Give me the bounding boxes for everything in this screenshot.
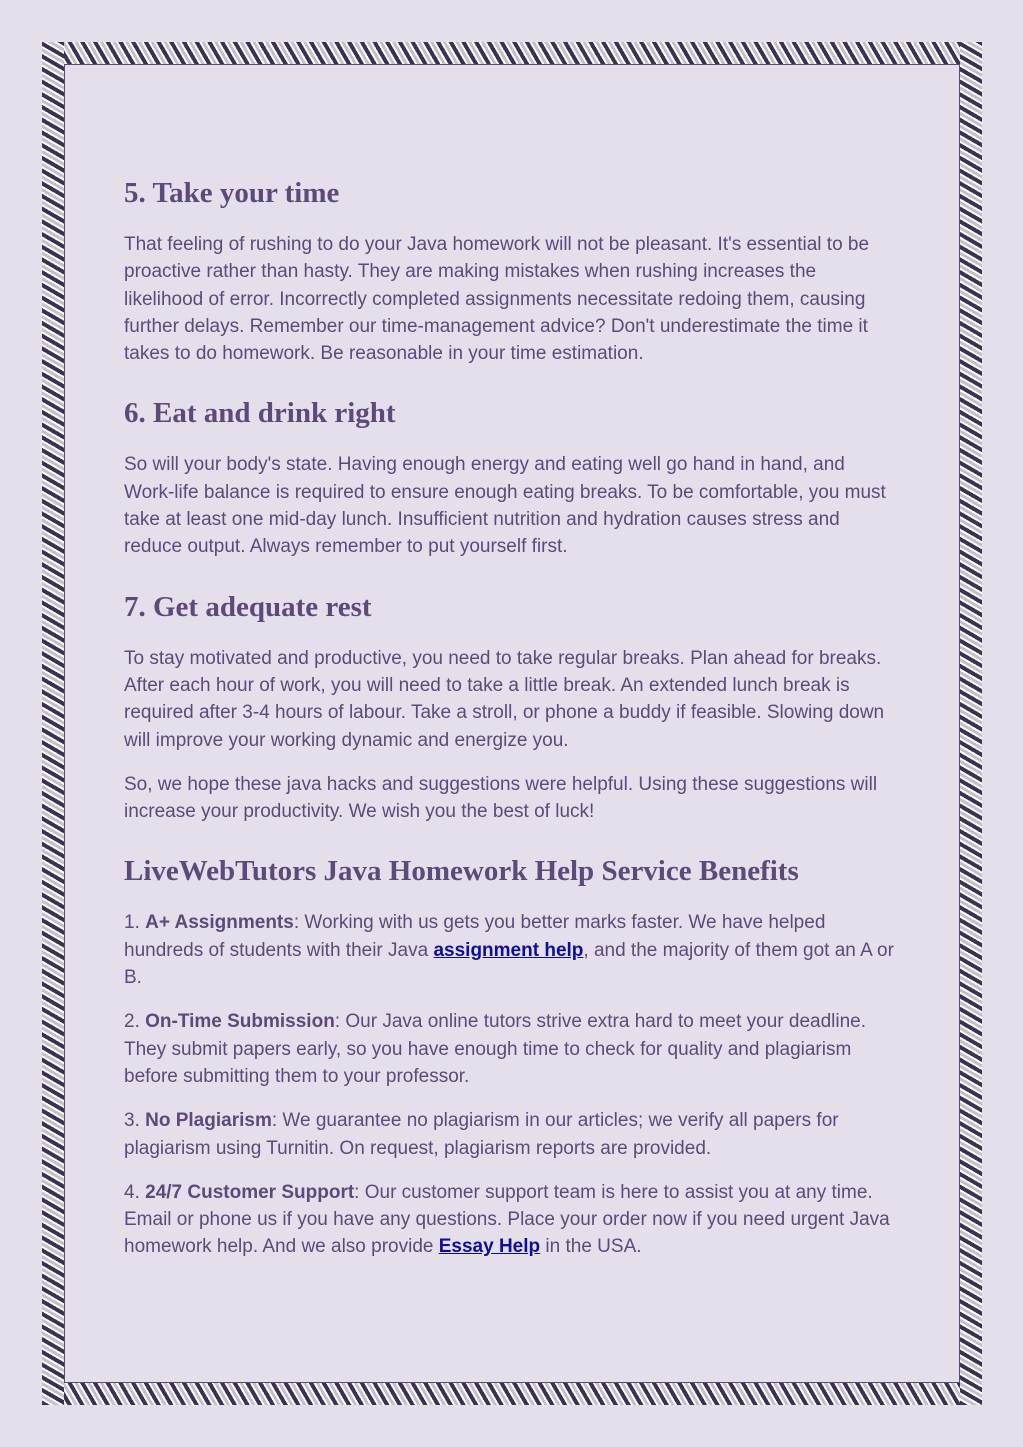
benefit-number: 2. — [124, 1011, 146, 1033]
section-heading: LiveWebTutors Java Homework Help Service Benefits — [124, 855, 799, 888]
benefit-text: : Working with us gets you better marks faster. We have helped hundreds of students with their Java — [124, 912, 826, 961]
benefit-title: A+ Assignments — [145, 912, 294, 934]
decorative-border-left — [42, 42, 64, 1405]
benefit-title: 24/7 Customer Support — [145, 1181, 355, 1203]
section-heading: 5. Take your time — [124, 177, 340, 209]
article-content — [124, 172, 900, 1286]
benefit-text: : Our Java online tutors strive extra hard to meet your deadline. They submit papers early, so you have enough time to check for quality and plagiarism before submitting them to your professor. — [124, 1011, 867, 1087]
section-paragraph: That feeling of rushing to do your Java homework will not be pleasant. It's essential to be proactive rather than hasty. They are making mistakes when rushing increases the likelihood of error. Incorrectly completed assignments necessitate redoing them, causing further delays. Remember our time-management advice? Don't underestimate the time it takes to do homework. Be reasonable in your time estimation. — [124, 234, 870, 365]
section-heading: 7. Get adequate rest — [124, 590, 372, 623]
section-paragraph: So will your body's state. Having enough energy and eating well go hand in hand, and Work-life balance is required to ensure enough eating breaks. To be comfortable, you must take at least one mid-day lunch. Insufficient nutrition and hydration causes stress and reduce output. Always remember to put yourself first. — [124, 454, 886, 558]
benefit-number: 1. — [124, 912, 146, 934]
section-take-your-time — [124, 172, 900, 367]
benefit-text: : We guarantee no plagiarism in our articles; we verify all papers for plagiarism using Turnitin. On request, plagiarism reports are provided. — [124, 1110, 839, 1159]
decorative-border-bottom — [42, 1383, 982, 1405]
benefit-text-end: in the USA. — [540, 1236, 642, 1258]
benefit-title: On-Time Submission — [145, 1011, 335, 1033]
benefit-number: 4. — [124, 1181, 146, 1203]
section-heading: 6. Eat and drink right — [124, 397, 396, 430]
section-benefits — [124, 850, 900, 1260]
benefit-item — [124, 909, 900, 991]
benefit-title: No Plagiarism — [145, 1110, 272, 1132]
benefit-number: 3. — [124, 1110, 146, 1132]
benefit-text-end: , and the majority of them got an A or B. — [124, 939, 894, 989]
closing-paragraph: So, we hope these java hacks and suggestions were helpful. Using these suggestions will increase your productivity. We wish you the best of luck! — [124, 773, 878, 823]
decorative-border-right — [960, 42, 982, 1405]
benefit-item — [124, 1107, 900, 1162]
section-paragraph: To stay motivated and productive, you need to take regular breaks. Plan ahead for breaks. After each hour of work, you will need to take a little break. An extended lunch break is required after 3-4 hours of labour. Take a stroll, or phone a buddy if feasible. Slowing down will improve your working dynamic and energize you. — [124, 647, 885, 751]
benefit-item — [124, 1008, 900, 1090]
essay-help-link[interactable]: Essay Help — [438, 1236, 541, 1258]
benefit-text: : Our customer support team is here to assist you at any time. Email or phone us if you have any questions. Place your order now if you need urgent Java homework help. And we also provide — [124, 1181, 890, 1258]
section-eat-and-drink — [124, 392, 900, 560]
benefit-item — [124, 1179, 900, 1261]
decorative-border-top — [42, 42, 982, 64]
assignment-help-link[interactable]: assignment help — [433, 939, 584, 961]
section-get-rest — [124, 586, 900, 826]
